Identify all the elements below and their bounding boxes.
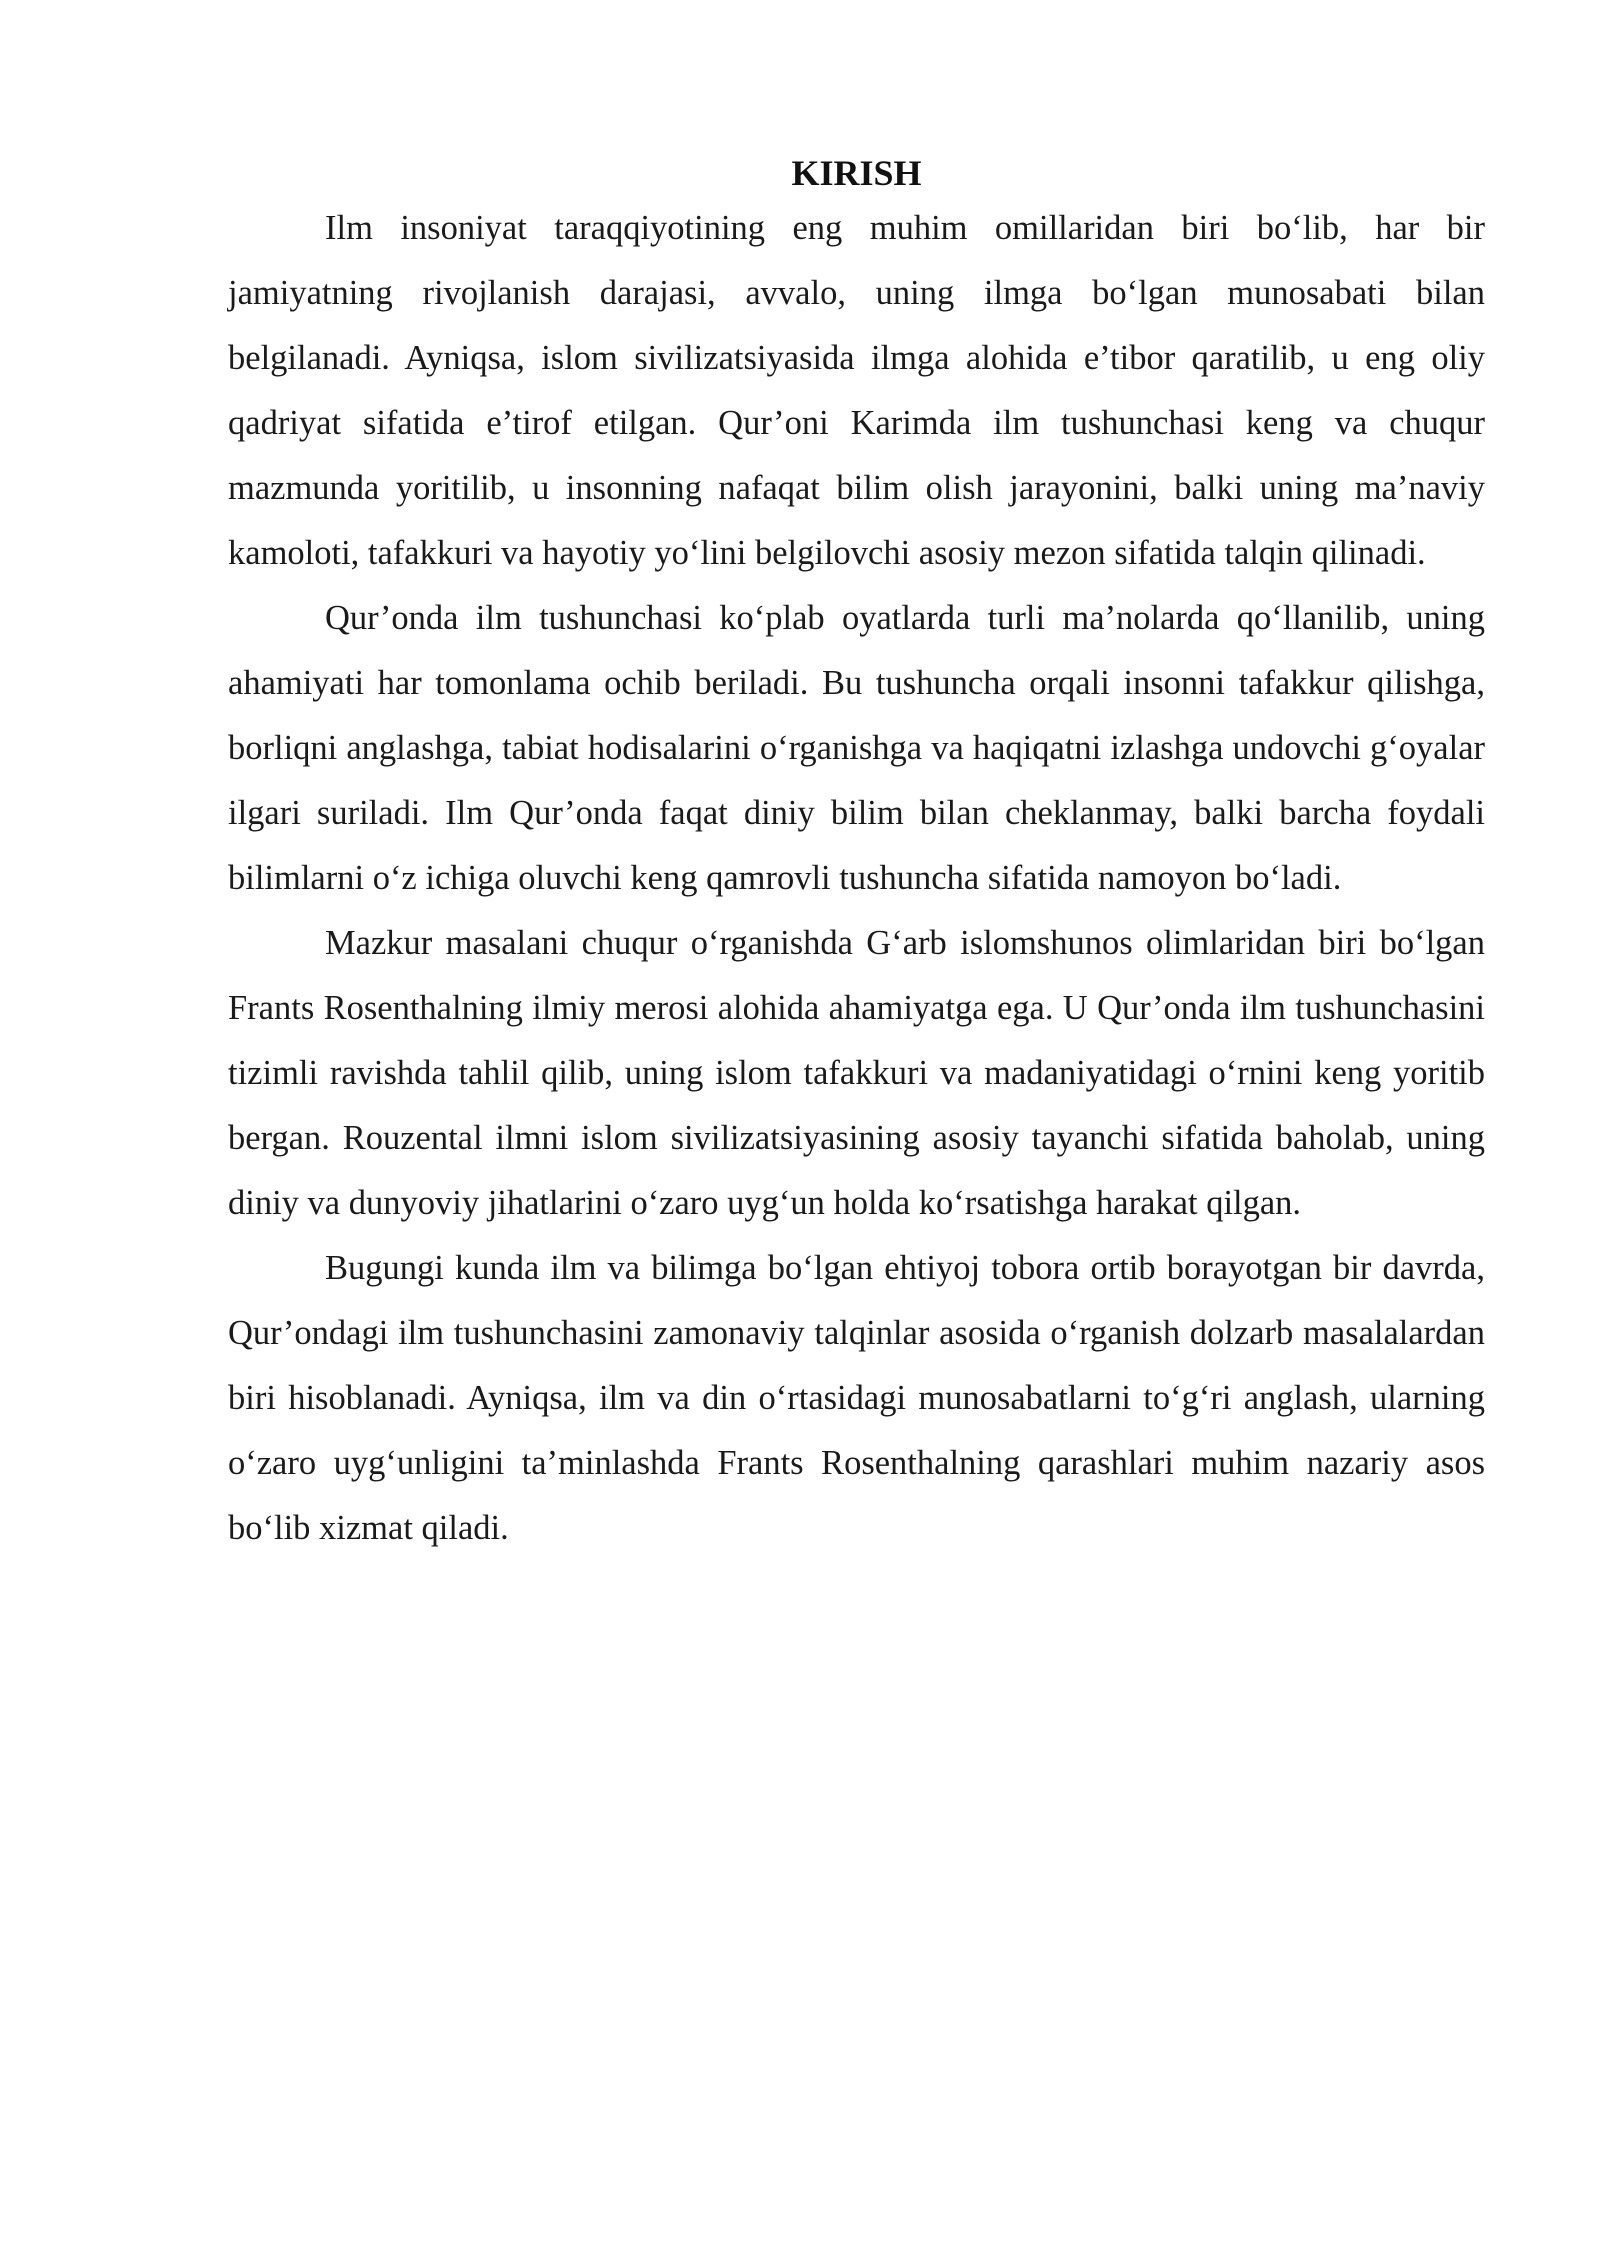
- paragraph-3: Mazkur masalani chuqur o‘rganishda G‘arb islomshunos olimlaridan biri bo‘lgan Frants Rosenthalning ilmiy merosi alohida ahamiyatga ega. U Qur’onda ilm tushunchasini tizimli ravishda tahlil qilib, uning islom tafakkuri va madaniyatidagi o‘rnini keng yoritib bergan. Rouzental ilmni islom sivilizatsiyasining asosiy tayanchi sifatida baholab, uning diniy va dunyoviy jihatlarini o‘zaro uyg‘un holda ko‘rsatishga harakat qilgan.: [228, 924, 1485, 1222]
- paragraph-2: Qur’onda ilm tushunchasi ko‘plab oyatlarda turli ma’nolarda qo‘llanilib, uning ahamiyati har tomonlama ochib beriladi. Bu tushuncha orqali insonni tafakkur qilishga, borliqni anglashga, tabiat hodisalarini o‘rganishga va haqiqatni izlashga undovchi g‘oyalar ilgari suriladi. Ilm Qur’onda faqat diniy bilim bilan cheklanmay, balki barcha foydali bilimlarni o‘z ichiga oluvchi keng qamrovli tushuncha sifatida namoyon bo‘ladi.: [228, 599, 1485, 897]
- paragraph-4: Bugungi kunda ilm va bilimga bo‘lgan ehtiyoj tobora ortib borayotgan bir davrda, Qur’ondagi ilm tushunchasini zamonaviy talqinlar asosida o‘rganish dolzarb masalalardan biri hisoblanadi. Ayniqsa, ilm va din o‘rtasidagi munosabatlarni to‘g‘ri anglash, ularning o‘zaro uyg‘unligini ta’minlashda Frants Rosenthalning qarashlari muhim nazariy asos bo‘lib xizmat qiladi.: [228, 1249, 1485, 1547]
- paragraph-1: Ilm insoniyat taraqqiyotining eng muhim omillaridan biri bo‘lib, har bir jamiyatning rivojlanish darajasi, avvalo, uning ilmga bo‘lgan munosabati bilan belgilanadi. Ayniqsa, islom sivilizatsiyasida ilmga alohida e’tibor qaratilib, u eng oliy qadriyat sifatida e’tirof etilgan. Qur’oni Karimda ilm tushunchasi keng va chuqur mazmunda yoritilib, u insonning nafaqat bilim olish jarayonini, balki uning ma’naviy kamoloti, tafakkuri va hayotiy yo‘lini belgilovchi asosiy mezon sifatida talqin qilinadi.: [228, 209, 1485, 572]
- document-title: KIRISH: [791, 153, 922, 193]
